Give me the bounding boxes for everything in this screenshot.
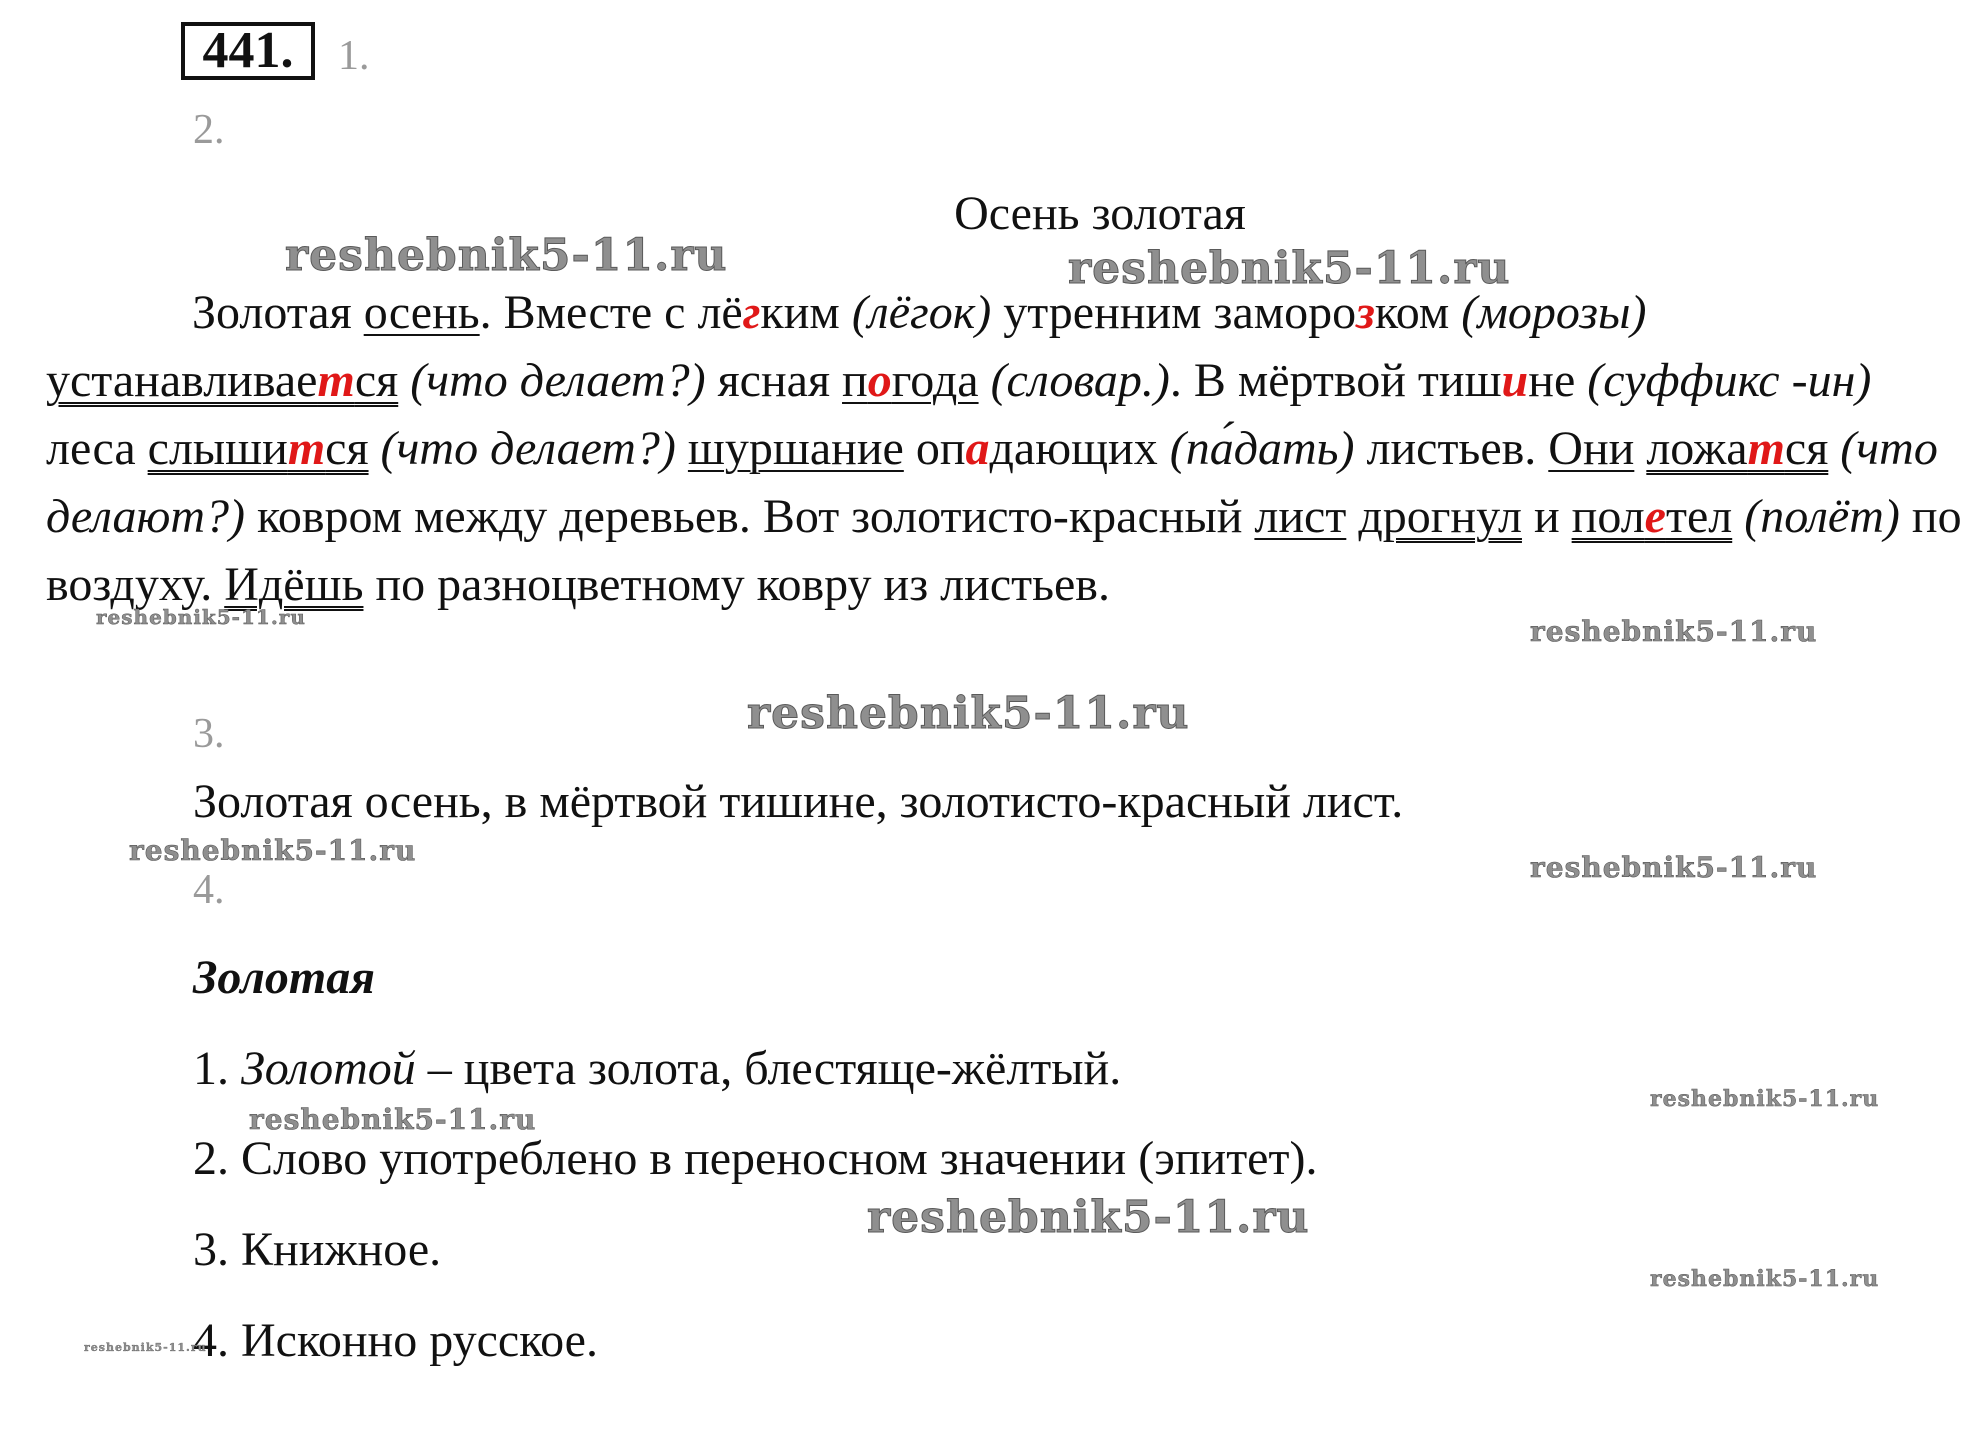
analysis-item-text: Слово употреблено в переносном значении (эпитет).	[241, 1132, 1318, 1185]
spelling-letter: а	[965, 422, 990, 475]
subject-word: лист	[1254, 490, 1347, 543]
watermark: reshebnik5-11.ru	[249, 1103, 537, 1136]
text-span: Золотая	[192, 286, 364, 339]
subject-word	[842, 354, 979, 407]
text-title: Осень золотая	[954, 187, 1246, 240]
section-number-2: 2.	[193, 107, 225, 153]
text-span: утренним заморо	[991, 286, 1357, 339]
analysis-item-number: 1.	[193, 1042, 241, 1095]
subject-word: Они	[1548, 422, 1635, 475]
watermark: reshebnik5-11.ru	[1068, 243, 1511, 294]
watermark: reshebnik5-11.ru	[1530, 851, 1818, 884]
text-span: . Вместе с лё	[479, 286, 743, 339]
predicate-part: ся	[325, 422, 369, 475]
subject-part: года	[891, 354, 979, 407]
check-hint: (лёгок)	[851, 286, 992, 339]
check-hint: (полёт)	[1744, 490, 1900, 543]
text-span: оп	[903, 422, 966, 475]
section-number-4: 4.	[193, 867, 225, 913]
check-hint: (суффикс -ин)	[1587, 354, 1872, 407]
spelling-letter: г	[742, 286, 761, 339]
section-number-1: 1.	[338, 33, 370, 79]
analysis-item-text: – цвета золота, блестяще-жёлтый.	[415, 1042, 1122, 1095]
spelling-letter: о	[867, 354, 892, 407]
check-hint: (что делает?)	[410, 354, 706, 407]
section-number-3: 3.	[193, 711, 225, 757]
predicate-word: дрогнул	[1358, 490, 1522, 543]
analysis-item-text: Исконно русское.	[241, 1314, 598, 1367]
analysis-item	[193, 1131, 1317, 1187]
text-span	[676, 422, 688, 475]
main-text-paragraph	[46, 279, 1966, 619]
watermark: reshebnik5-11.ru	[1650, 1086, 1880, 1112]
text-span: ком	[1374, 286, 1462, 339]
predicate-part: ся	[354, 354, 399, 407]
text-span: и	[1521, 490, 1572, 543]
check-hint: (морозы)	[1461, 286, 1647, 339]
analysis-item	[193, 1222, 441, 1278]
check-hint: (словар.)	[990, 354, 1170, 407]
check-hint: (па́дать)	[1169, 422, 1355, 475]
text-span	[1634, 422, 1646, 475]
text-span	[1732, 490, 1744, 543]
text-span: леса	[46, 422, 148, 475]
predicate-part: тел	[1665, 490, 1733, 543]
predicate-word	[1572, 490, 1733, 543]
predicate-part: пол	[1571, 490, 1645, 543]
watermark: reshebnik5-11.ru	[96, 605, 306, 629]
text-span	[369, 422, 381, 475]
spelling-letter: и	[1501, 354, 1529, 407]
analysis-item-word: Золотой	[241, 1042, 416, 1095]
predicate-part: ся	[1784, 422, 1829, 475]
spelling-letter: з	[1356, 286, 1375, 339]
subject-word: осень	[363, 286, 480, 339]
text-span: по воздуху.	[46, 490, 1962, 611]
phrases-line: Золотая осень, в мёртвой тишине, золотисто-красный лист.	[193, 775, 1404, 828]
predicate-word	[1646, 422, 1828, 475]
text-span: . В мёртвой тиш	[1169, 354, 1502, 407]
analysis-item-text: Книжное.	[241, 1223, 442, 1276]
watermark: reshebnik5-11.ru	[285, 230, 728, 281]
spelling-letter: т	[317, 354, 355, 407]
text-span	[1346, 490, 1358, 543]
subject-word: шуршание	[687, 422, 904, 475]
task-number-box: 441.	[181, 22, 315, 80]
watermark: reshebnik5-11.ru	[84, 1341, 207, 1354]
predicate-word: Идёшь	[224, 558, 364, 611]
analysis-item-number: 3.	[193, 1223, 241, 1276]
watermark: reshebnik5-11.ru	[747, 688, 1190, 739]
check-hint: (что делают?)	[46, 422, 1938, 543]
text-span: по разноцветному ковру из листьев.	[363, 558, 1110, 611]
spelling-letter: т	[287, 422, 326, 475]
text-span	[398, 354, 410, 407]
subject-part: п	[842, 354, 868, 407]
text-span: листьев.	[1354, 422, 1549, 475]
watermark: reshebnik5-11.ru	[867, 1192, 1310, 1243]
predicate-part: устанавливае	[46, 354, 318, 407]
text-span	[1828, 422, 1840, 475]
analysis-item	[193, 1041, 1121, 1097]
analysis-item-number: 4.	[193, 1314, 241, 1367]
text-span: ким	[760, 286, 852, 339]
check-hint: (что делает?)	[380, 422, 676, 475]
analysis-item-number: 2.	[193, 1132, 241, 1185]
spelling-letter: т	[1747, 422, 1785, 475]
word-analysis-heading: Золотая	[193, 951, 375, 1004]
watermark: reshebnik5-11.ru	[129, 834, 417, 867]
watermark: reshebnik5-11.ru	[1530, 615, 1818, 648]
predicate-word	[46, 354, 398, 407]
predicate-part: слыши	[147, 422, 288, 475]
spelling-letter: е	[1644, 490, 1666, 543]
text-span: ковром между деревьев. Вот золотисто-красный	[244, 490, 1255, 543]
text-span: ясная	[705, 354, 843, 407]
text-span	[979, 354, 991, 407]
watermark: reshebnik5-11.ru	[1650, 1266, 1880, 1292]
text-span: не	[1528, 354, 1588, 407]
text-span: дающих	[989, 422, 1170, 475]
analysis-item	[193, 1313, 598, 1369]
predicate-part: ложа	[1646, 422, 1748, 475]
predicate-word	[148, 422, 369, 475]
